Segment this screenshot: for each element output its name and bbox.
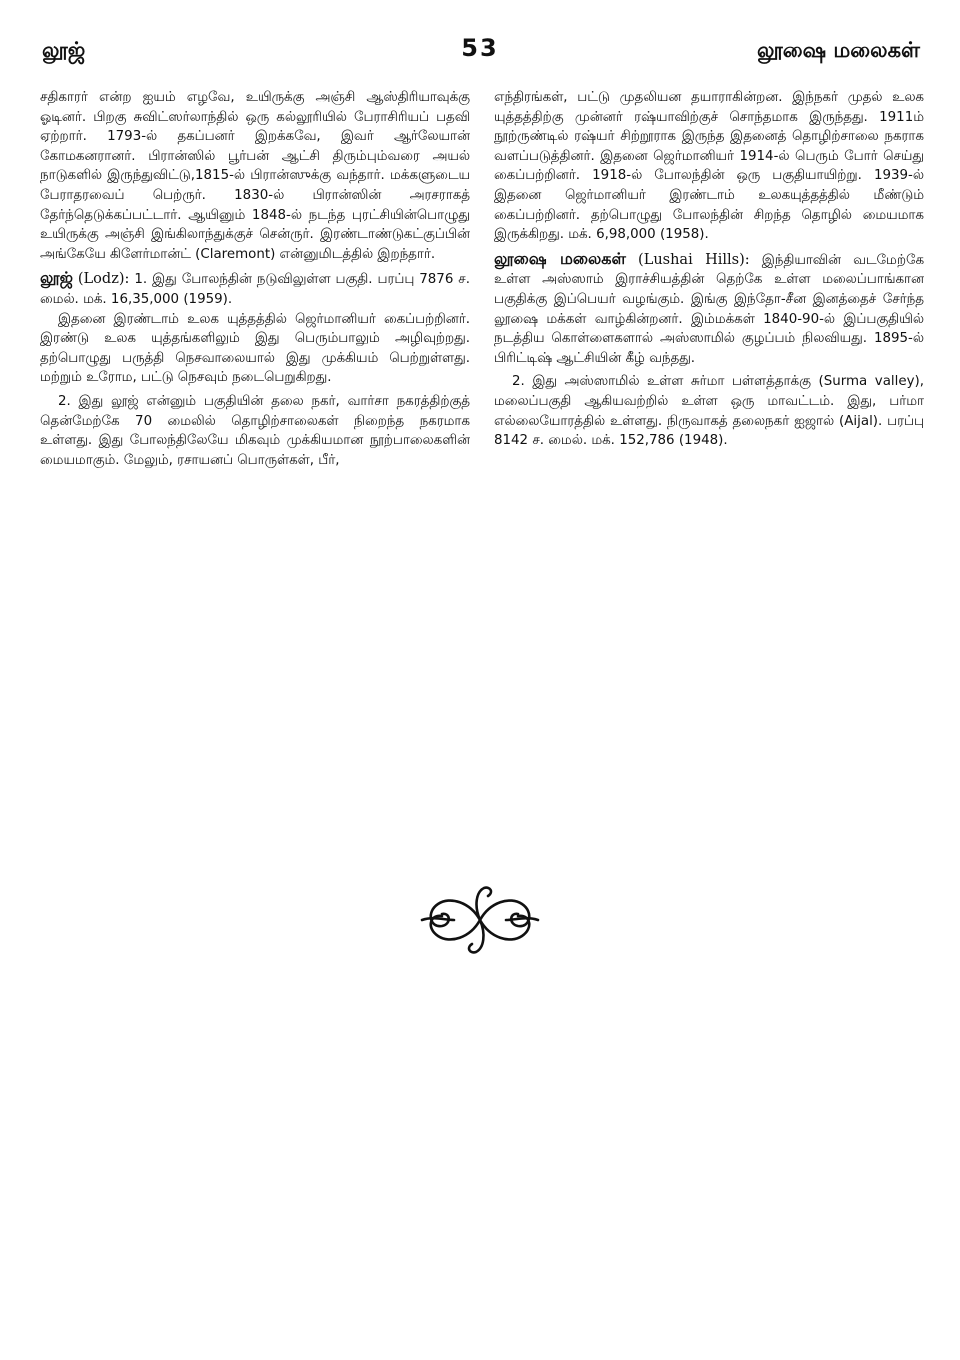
entry-lushai-paragraph-2: 2. இது அஸ்ஸாமில் உள்ள சுர்மா பள்ளத்தாக்கு (Surma valley), மலைப்பகுதி ஆகியவற்றில் உள்ள ஒரு மாவட்டம். இது, பர்மா எல்லையோரத்தில் உள்ளது. நிருவாகத் தலைநகர் ஐஜால் (Aijal). பரப்பு 8142 ச. மைல். மக். 152,786 (1948). <box>494 374 924 449</box>
left-column <box>40 88 470 470</box>
entry-lodz-text-1: 1. இது போலந்தின் நடுவிலுள்ள பகுதி. பரப்பு 7876 ச. மைல். மக். 16,35,000 (1959). <box>40 272 470 307</box>
entry-lushai-paragraph-1 <box>494 249 924 369</box>
running-head-left: லூஜ் <box>42 38 86 62</box>
entry-heading-lushai: லூஷை மலைகள் <box>494 248 626 268</box>
page-number: 53 <box>461 34 499 62</box>
continued-paragraph: சதிகாரர் என்ற ஐயம் எழவே, உயிருக்கு அஞ்சி ஆஸ்திரியாவுக்கு ஓடினர். பிறகு சுவிட்ஸர்லாந்தில் ஒரு கல்லூரியில் பேராசிரியப் பதவி ஏற்றார். 1793-ல் தகப்பனர் இறக்கவே, இவர் ஆர்லேயான் கோமகனரானர். பிரான்ஸில் பூர்பன் ஆட்சி திரும்பும்வரை அயல் நாடுகளில் இருந்துவிட்டு,1815-ல் பிரான்ஸுக்கு வந்தார். மக்களுடைய பேராதரவைப் பெற்ருர். 1830-ல் பிரான்ஸின் அரசராகத் தேர்ந்தெடுக்கப்பட்டார். ஆயினும் 1848-ல் நடந்த புரட்சியின்பொழுது உயிருக்கு அஞ்சி இங்கிலாந்துக்குச் சென்ருர். இரண்டாண்டுகட்குப்பின் அங்கேயே கிளேர்மான்ட் (Claremont) என்னுமிடத்தில் இறந்தார். <box>40 90 470 262</box>
decorative-scroll-ornament-icon <box>414 880 546 960</box>
entry-lodz-paragraph-3: 2. இது லூஜ் என்னும் பகுதியின் தலை நகர், வார்சா நகரத்திற்குத் தென்மேற்கே 70 மைலில் தொழிற்சாலைகள் நிறைந்த நகரமாக உள்ளது. இது போலந்திலேயே மிகவும் முக்கியமான நூற்பாலைகளின் மையமாகும். மேலும், ரசாயனப் பொருள்கள், பீர், <box>40 393 470 468</box>
entry-heading-lodz: லூஜ் <box>40 268 73 288</box>
entry-lodz-paragraph-1 <box>40 268 470 309</box>
entry-lushai-text-1: இந்தியாவின் வடமேற்கே உள்ள அஸ்ஸாம் இராச்சியத்தின் தெற்கே உள்ள மலைப்பாங்கான பகுதிக்கு இப்பெயர் வழங்கும். இங்கு இந்தோ-சீன இனத்தைச் சேர்ந்த லூஷை மக்கள் வாழ்கின்றனர். இம்மக்கள் 1840-90-ல் இப்பகுதியில் நடத்திய கொள்ளைகளால் அஸ்ஸாமில் குழப்பம் நிலவியது. 1895-ல் பிரிட்டிஷ் ஆட்சியின் கீழ் வந்தது. <box>494 252 925 366</box>
right-column <box>494 88 924 451</box>
entry-latin-lodz: (Lodz): <box>77 271 130 288</box>
running-head-right: லூஷை மலைகள் <box>757 38 920 62</box>
page-header <box>0 34 960 68</box>
continued-paragraph-right: எந்திரங்கள், பட்டு முதலியன தயாராகின்றன. இந்நகர் முதல் உலக யுத்தத்திற்கு முன்னர் ரஷ்யாவிற்குச் சொந்தமாக இருந்தது. 1911ம் நூற்ருண்டில் ரஷ்யர் சிற்றூராக இருந்த இதனைத் தொழிற்சாலை நகராக வளப்படுத்தினர். இதனை ஜெர்மானியர் 1914-ல் பெரும் போர் செய்து கைப்பற்றினர். 1918-ல் போலந்தின் ஒரு பகுதியாயிற்று. 1939-ல் இதனை ஜெர்மானியர் இரண்டாம் உலகயுத்தத்தில் மீண்டும் கைப்பற்றினர். தற்பொழுது போலந்தின் சிறந்த தொழில் மையமாக இருக்கிறது. மக். 6,98,000 (1958). <box>494 90 924 243</box>
entry-lodz-paragraph-2: இதனை இரண்டாம் உலக யுத்தத்தில் ஜெர்மானியர் கைப்பற்றினர். இரண்டு உலக யுத்தங்களிலும் இது பெரும்பாலும் அழிவுற்றது. தற்பொழுது பருத்தி நெசவாலையால் இது முக்கியம் பெற்றுள்ளது. மற்றும் உரோம, பட்டு நெசவும் நடைபெறுகிறது. <box>40 311 470 386</box>
entry-latin-lushai: (Lushai Hills): <box>638 251 750 268</box>
